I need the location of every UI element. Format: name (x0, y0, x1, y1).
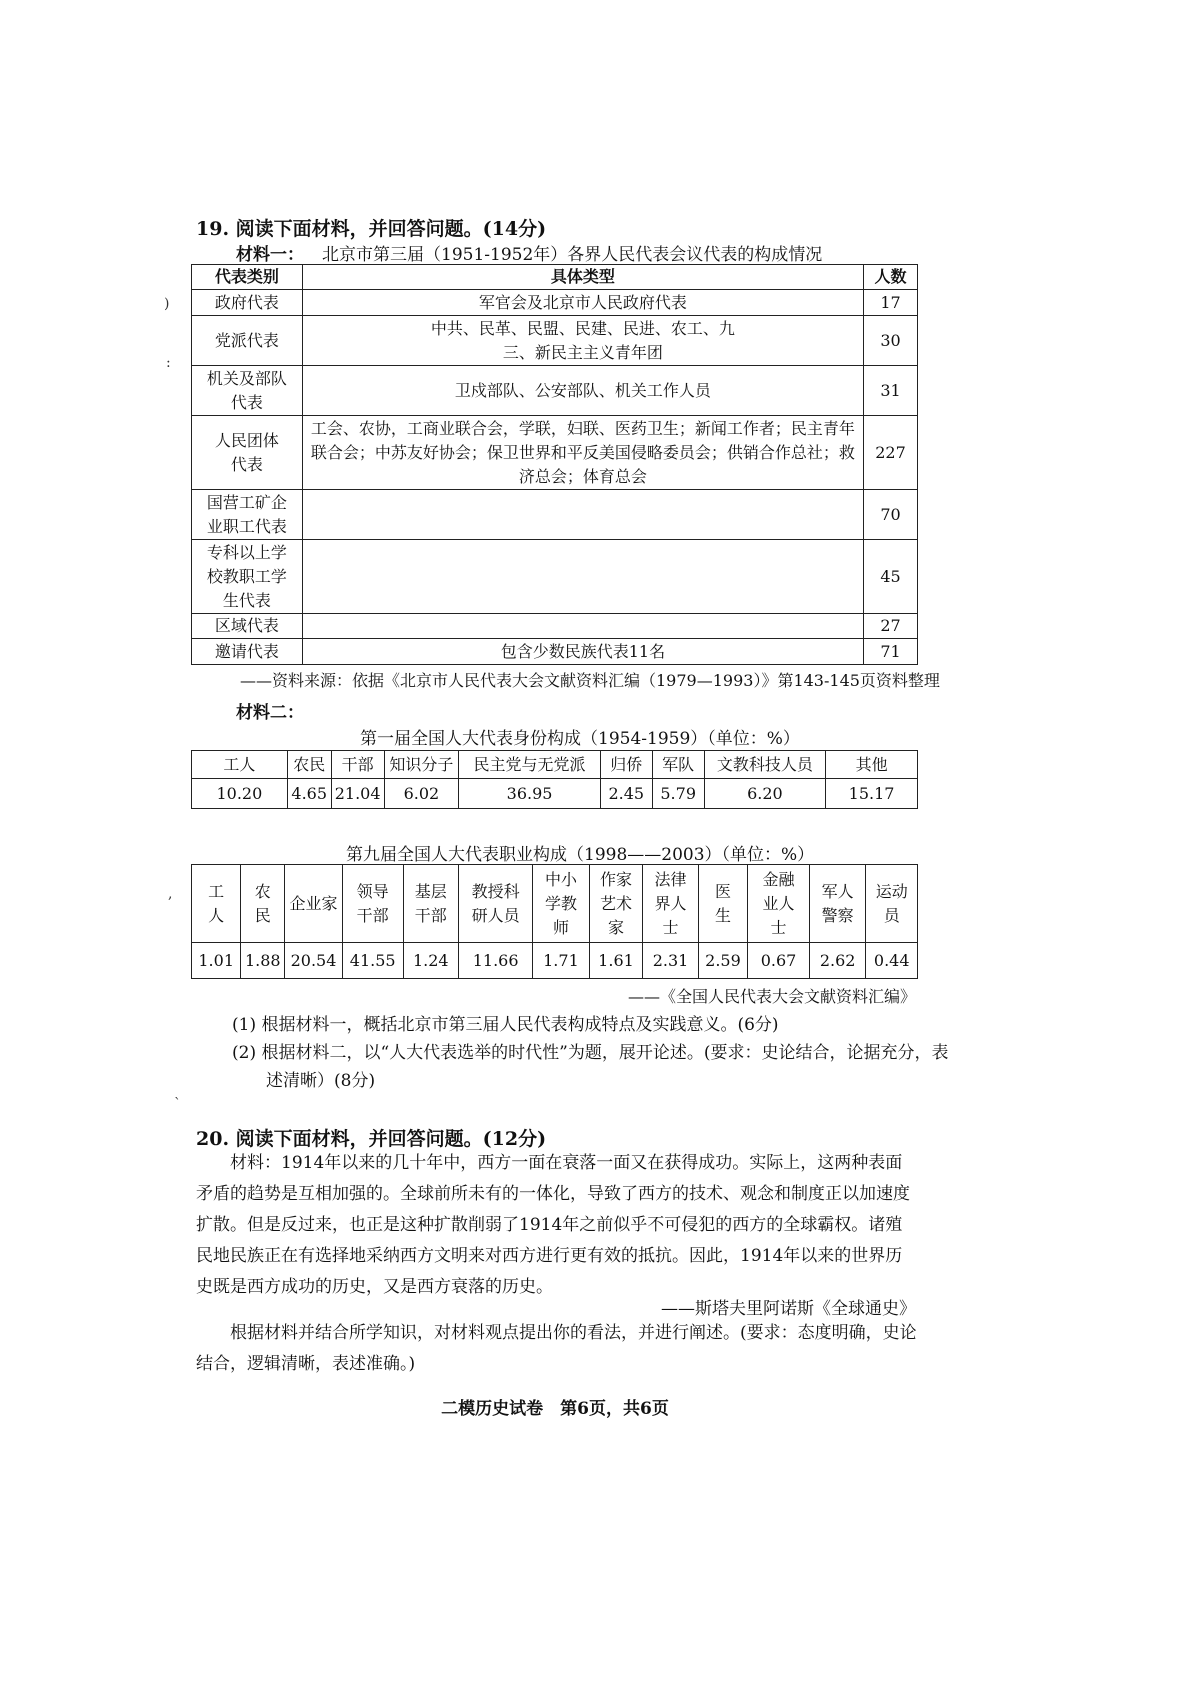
t3-header: 领导干部 (342, 865, 403, 943)
t1-header-detail: 具体类型 (302, 265, 863, 290)
t1-header-category: 代表类别 (192, 265, 303, 290)
t1-header-count: 人数 (864, 265, 918, 290)
t1-detail (302, 490, 863, 540)
t1-detail: 包含少数民族代表11名 (302, 639, 863, 665)
q19-title: 19. 阅读下面材料，并回答问题。(14分) (196, 218, 547, 240)
t3-header: 基层干部 (403, 865, 459, 943)
table-first-npc (191, 750, 918, 809)
table-row (192, 316, 918, 366)
t2-value: 36.95 (459, 779, 600, 809)
t3-value: 41.55 (342, 943, 403, 979)
t2-header: 工人 (192, 751, 288, 779)
t1-category: 专科以上学校教职工学生代表 (192, 540, 303, 614)
t1-count: 17 (864, 290, 918, 316)
t1-count: 227 (864, 416, 918, 490)
material-one-label: 材料一： (236, 245, 304, 265)
t3-header: 作家艺术家 (589, 865, 643, 943)
t3-value: 2.31 (643, 943, 699, 979)
table-row (192, 366, 918, 416)
table-row (192, 751, 918, 779)
q20-material: 材料：1914年以来的几十年中，西方一面在衰落一面又在获得成功。实际上，这两种表面矛盾的趋势是互相加强的。全球前所未有的一体化，导致了西方的技术、观念和制度正以加速度扩散。但是反过来，也正是这种扩散削弱了1914年之前似乎不可侵犯的西方的全球霸权。诸殖民地民族正在有选择地采纳西方文明来对西方进行更有效的抵抗。因此，1914年以来的世界历史既是西方成功的历史，又是西方衰落的历史。 (196, 1153, 910, 1297)
q20-title: 20. 阅读下面材料，并回答问题。(12分) (196, 1128, 547, 1150)
t2-header: 其他 (826, 751, 918, 779)
t2-value: 2.45 (600, 779, 652, 809)
t2-value: 21.04 (331, 779, 384, 809)
t3-value: 1.61 (589, 943, 643, 979)
t2-header: 知识分子 (384, 751, 459, 779)
t1-count: 71 (864, 639, 918, 665)
t1-count: 45 (864, 540, 918, 614)
t1-count: 31 (864, 366, 918, 416)
q19-sub-question-1: (1) 根据材料一，概括北京市第三届人民代表构成特点及实践意义。(6分) (232, 1015, 779, 1035)
t2-header: 归侨 (600, 751, 652, 779)
table-row (192, 614, 918, 639)
t1-detail: 中共、民革、民盟、民建、民进、农工、九三、新民主主义青年团 (302, 316, 863, 366)
t3-value: 1.01 (192, 943, 241, 979)
t3-value: 11.66 (459, 943, 533, 979)
t1-category: 机关及部队代表 (192, 366, 303, 416)
q20-question: 根据材料并结合所学知识，对材料观点提出你的看法，并进行阐述。(要求：态度明确，史论结合，逻辑清晰，表述准确。) (196, 1323, 917, 1374)
scan-margin-mark: ) (164, 296, 170, 312)
t3-value: 1.88 (241, 943, 285, 979)
t2-value: 5.79 (652, 779, 704, 809)
scan-margin-mark: ` (174, 1096, 181, 1112)
t3-value: 2.62 (809, 943, 866, 979)
t2-header: 民主党与无党派 (459, 751, 600, 779)
page-footer: 二模历史试卷 第6页，共6页 (441, 1399, 669, 1419)
t2-value: 10.20 (192, 779, 288, 809)
t1-count: 27 (864, 614, 918, 639)
t3-header: 军人警察 (809, 865, 866, 943)
t1-count: 30 (864, 316, 918, 366)
t1-category: 人民团体代表 (192, 416, 303, 490)
t3-header: 运动员 (866, 865, 918, 943)
t3-header: 医生 (698, 865, 747, 943)
t3-header: 农民 (241, 865, 285, 943)
material-one-caption: 北京市第三届（1951-1952年）各界人民代表会议代表的构成情况 (322, 245, 823, 265)
table-two-caption: 第一届全国人大代表身份构成（1954-1959）（单位：%） (360, 729, 800, 749)
table-row (192, 943, 918, 979)
t1-detail (302, 540, 863, 614)
scan-margin-mark: , (168, 886, 173, 902)
t3-value: 0.67 (748, 943, 810, 979)
table-row (192, 416, 918, 490)
t3-value: 1.71 (533, 943, 590, 979)
t2-value: 15.17 (826, 779, 918, 809)
t3-header: 企业家 (285, 865, 343, 943)
t3-value: 2.59 (698, 943, 747, 979)
t2-header: 军队 (652, 751, 704, 779)
t2-header: 文教科技人员 (704, 751, 826, 779)
q19-sub-question-2-cont: 述清晰）(8分) (266, 1071, 376, 1091)
table-beijing-representatives (191, 264, 918, 665)
t3-header: 工人 (192, 865, 241, 943)
t2-value: 6.02 (384, 779, 459, 809)
t1-detail (302, 614, 863, 639)
table-ninth-npc (191, 864, 918, 979)
t3-header: 法律界人士 (643, 865, 699, 943)
table-three-caption: 第九届全国人大代表职业构成（1998——2003）（单位：%） (346, 845, 815, 865)
table-row (192, 290, 918, 316)
t1-category: 邀请代表 (192, 639, 303, 665)
q20-source: ——斯塔夫里阿诺斯《全球通史》 (661, 1299, 916, 1319)
table-row (192, 779, 918, 809)
table-three-source: ——《全国人民代表大会文献资料汇编》 (627, 987, 916, 1006)
t1-category: 党派代表 (192, 316, 303, 366)
t1-category: 区域代表 (192, 614, 303, 639)
t2-value: 6.20 (704, 779, 826, 809)
t1-detail: 卫戍部队、公安部队、机关工作人员 (302, 366, 863, 416)
t1-detail: 军官会及北京市人民政府代表 (302, 290, 863, 316)
table-row (192, 639, 918, 665)
table-row (192, 865, 918, 943)
t3-header: 金融业人士 (748, 865, 810, 943)
material-one-source: ——资料来源：依据《北京市人民代表大会文献资料汇编（1979—1993）》第143-145页资料整理 (240, 671, 940, 690)
q19-sub-question-2: (2) 根据材料二，以“人大代表选举的时代性”为题，展开论述。(要求：史论结合，论据充分，表 (232, 1043, 949, 1063)
t2-header: 干部 (331, 751, 384, 779)
t3-value: 1.24 (403, 943, 459, 979)
t1-detail: 工会、农协，工商业联合会，学联，妇联、医药卫生；新闻工作者；民主青年联合会；中苏友好协会；保卫世界和平反美国侵略委员会；供销合作总社；救济总会；体育总会 (302, 416, 863, 490)
t3-value: 20.54 (285, 943, 343, 979)
t1-category: 政府代表 (192, 290, 303, 316)
t3-header: 中小学教师 (533, 865, 590, 943)
table-row (192, 490, 918, 540)
t1-count: 70 (864, 490, 918, 540)
t1-category: 国营工矿企业职工代表 (192, 490, 303, 540)
material-two-label: 材料二： (236, 703, 304, 723)
t3-header: 教授科研人员 (459, 865, 533, 943)
t2-header: 农民 (287, 751, 331, 779)
t2-value: 4.65 (287, 779, 331, 809)
table-row (192, 540, 918, 614)
t3-value: 0.44 (866, 943, 918, 979)
scan-margin-mark: : (166, 355, 171, 371)
